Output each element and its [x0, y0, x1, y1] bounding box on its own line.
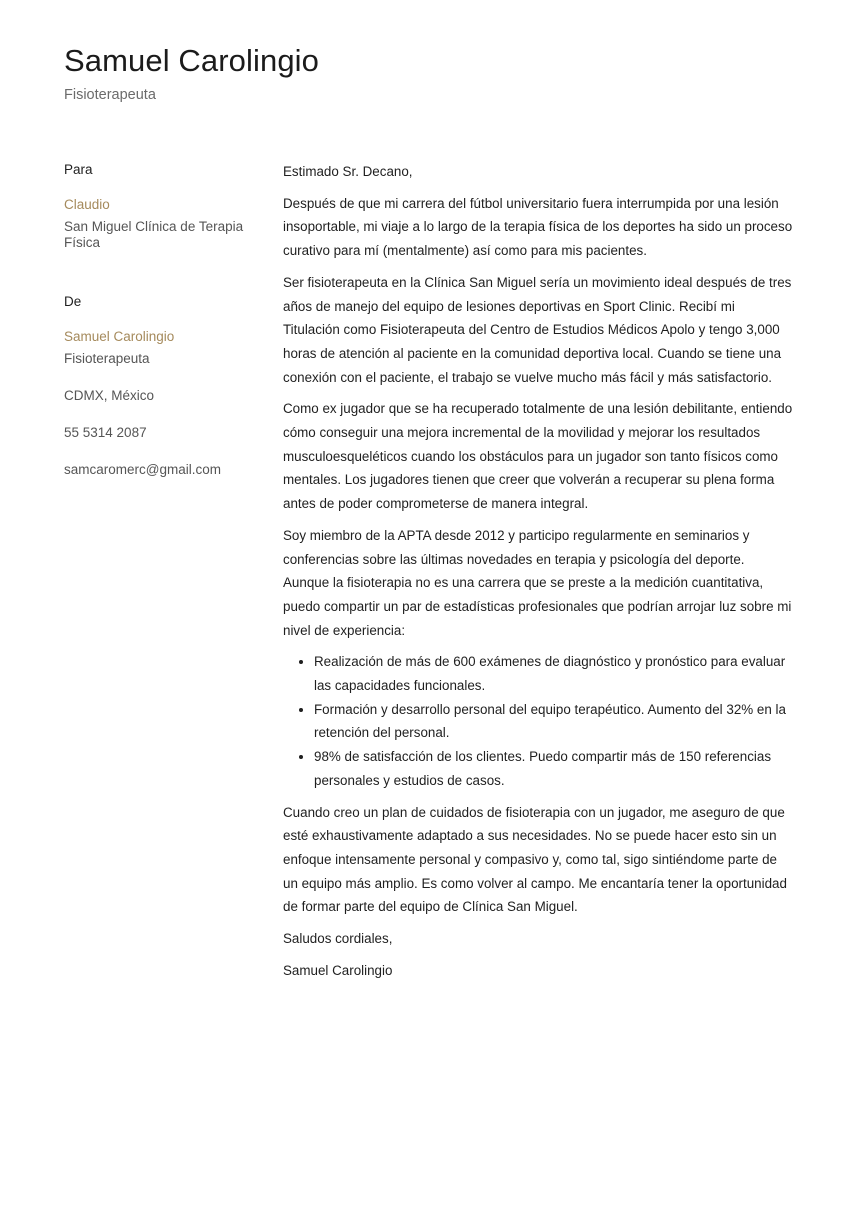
letter-sign-off: Saludos cordiales,: [283, 931, 393, 947]
achievements-list: [283, 650, 793, 792]
letter-paragraph: Cuando creo un plan de cuidados de fisioterapia con un jugador, me aseguro de que esté exhaustivamente adaptado a sus necesidades. No se puede hacer esto sin un enfoque intensamente personal y compasivo y, como tal, sigo sintiéndome parte de un equipo más amplio. Es como volver al campo. Me encantaría tener la oportunidad de formar parte del equipo de Clínica San Miguel.: [283, 804, 787, 915]
list-item: • Realización de más de 600 exámenes de diagnóstico y pronóstico para evaluar las capacidades funcionales.: [314, 650, 793, 697]
letter-paragraph: Soy miembro de la APTA desde 2012 y participo regularmente en seminarios y conferencias sobre las últimas novedades en terapia y psicología del deporte. Aunque la fisioterapia no es una carrera que se preste a la medición cuantitativa, puedo compartir un par de estadísticas profesionales que podrían arrojar luz sobre mi nivel de experiencia:: [283, 527, 792, 638]
sender-title: Fisioterapeuta: [64, 351, 150, 366]
applicant-title: Fisioterapeuta: [64, 87, 156, 103]
letter-paragraph: Después de que mi carrera del fútbol universitario fuera interrumpida por una lesión insoportable, mi viaje a lo largo de la terapia física de los deportes ha sido un proceso curativo para mí (mentalmente) así como para mis pacientes.: [283, 195, 793, 259]
applicant-name: Samuel Carolingio: [64, 43, 319, 78]
recipient-heading: Para: [64, 162, 93, 177]
recipient-company: San Miguel Clínica de Terapia Física: [64, 219, 244, 250]
sender-email: samcaromerc@gmail.com: [64, 462, 221, 477]
letter-greeting: Estimado Sr. Decano,: [283, 164, 413, 179]
letter-body: [283, 160, 793, 991]
recipient-name: Claudio: [64, 197, 110, 212]
list-item: • 98% de satisfacción de los clientes. Puedo compartir más de 150 referencias personales y estudios de casos.: [314, 745, 793, 792]
sidebar: [64, 160, 254, 478]
letter-signature: Samuel Carolingio: [283, 962, 393, 978]
sender-name: Samuel Carolingio: [64, 329, 175, 344]
letter-paragraph: Ser fisioterapeuta en la Clínica San Miguel sería un movimiento ideal después de tres años de manejo del equipo de lesiones deportivas en Sport Clinic. Recibí mi Titulación como Fisioterapeuta del Centro de Estudios Médicos Apolo y tengo 3,000 horas de atención al paciente en la comunidad deportiva local. Cuando se tiene una conexión con el paciente, el trabajo se vuelve mucho más fácil y más satisfactorio.: [283, 274, 792, 385]
sender-heading: De: [64, 294, 82, 309]
sender-phone: 55 5314 2087: [64, 425, 147, 440]
letter-paragraph: Como ex jugador que se ha recuperado totalmente de una lesión debilitante, entiendo cómo conseguir una mejora incremental de la movilidad y mejorar los resultados musculoesqueléticos cuando los obstáculos para un jugador son tanto físicos como mentales. Los jugadores tienen que creer que volverán a recuperar su plena forma antes de poder comprometerse de manera integral.: [283, 401, 793, 512]
list-item: • Formación y desarrollo personal del equipo terapéutico. Aumento del 32% en la retención del personal.: [314, 698, 793, 745]
sender-location: CDMX, México: [64, 388, 155, 403]
